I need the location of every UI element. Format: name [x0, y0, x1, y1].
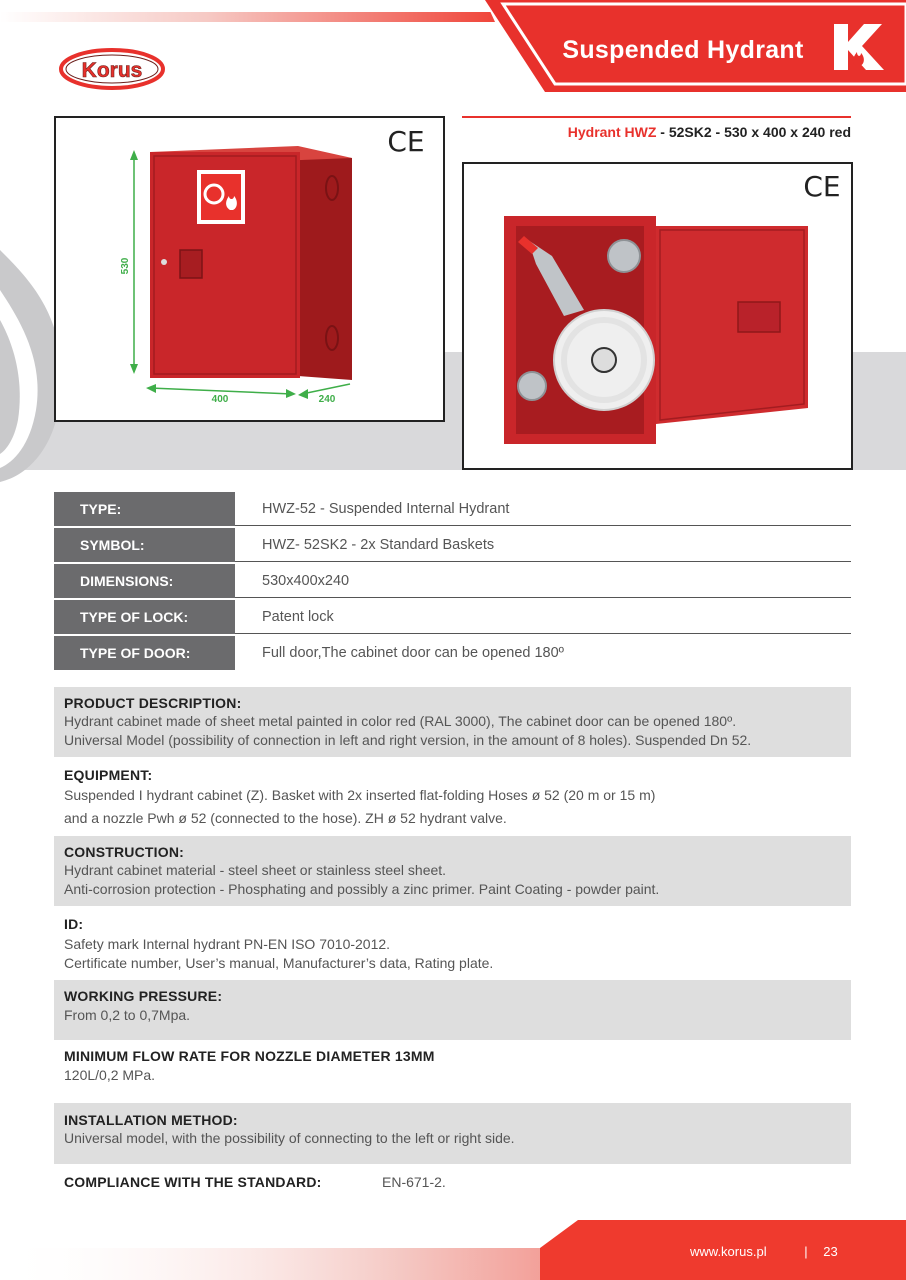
korus-logo	[58, 46, 166, 92]
spec-value: Patent lock	[262, 609, 334, 625]
section-minimum-flow-rate	[54, 1045, 851, 1097]
width-dimension-label: 400	[211, 394, 229, 405]
section-line: Safety mark Internal hydrant PN-EN ISO 7010-2012.	[64, 936, 391, 952]
product-heading-rule	[462, 116, 851, 118]
spec-row-symbol	[54, 528, 851, 562]
spec-label: SYMBOL:	[54, 528, 235, 562]
spec-label: TYPE:	[54, 492, 235, 526]
section-line: Suspended I hydrant cabinet (Z). Basket with 2x inserted flat-folding Hoses ø 52 (20 m or 15 m)	[64, 787, 656, 803]
section-line: Anti-corrosion protection - Phosphating and possibly a zinc primer. Paint Coating - powder paint.	[64, 881, 660, 897]
website-link[interactable]: www.korus.pl	[690, 1244, 767, 1259]
spec-row-door	[54, 636, 851, 670]
section-line: Certificate number, User’s manual, Manufacturer’s data, Rating plate.	[64, 955, 494, 971]
compliance-value: EN-671-2.	[382, 1174, 446, 1190]
ce-mark-icon: CE	[803, 170, 841, 203]
section-id	[54, 910, 851, 978]
spec-divider	[235, 597, 851, 598]
spec-label: TYPE OF DOOR:	[54, 636, 235, 670]
section-title: INSTALLATION METHOD:	[64, 1112, 238, 1128]
spec-divider	[235, 633, 851, 634]
section-equipment	[54, 764, 851, 834]
section-title: PRODUCT DESCRIPTION:	[64, 695, 242, 711]
section-line: Hydrant cabinet made of sheet metal painted in color red (RAL 3000), The cabinet door can be opened 180º.	[64, 713, 737, 729]
section-line: and a nozzle Pwh ø 52 (connected to the hose). ZH ø 52 hydrant valve.	[64, 810, 507, 826]
section-line: Universal model, with the possibility of connecting to the left or right side.	[64, 1130, 515, 1146]
spec-value: HWZ- 52SK2 - 2x Standard Baskets	[262, 537, 495, 553]
spec-divider	[235, 561, 851, 562]
k-logo-icon	[832, 22, 888, 72]
section-title: MINIMUM FLOW RATE FOR NOZZLE DIAMETER 13MM	[64, 1048, 435, 1064]
spec-row-lock	[54, 600, 851, 634]
spec-label: TYPE OF LOCK:	[54, 600, 235, 634]
ce-mark-icon: CE	[387, 125, 425, 158]
page-title: Suspended Hydrant	[562, 36, 804, 64]
section-title: EQUIPMENT:	[64, 767, 153, 783]
product-name-highlight: Hydrant HWZ	[567, 124, 657, 140]
section-working-pressure	[54, 980, 851, 1040]
section-line: Universal Model (possibility of connection in left and right version, in the amount of 8 holes). Suspended Dn 52.	[64, 732, 752, 748]
section-title: ID:	[64, 916, 84, 932]
section-line: 120L/0,2 MPa.	[64, 1067, 156, 1083]
product-heading	[462, 124, 851, 140]
footer-text	[690, 1244, 838, 1259]
height-dimension-label: 530	[120, 257, 131, 275]
spec-row-dimensions	[54, 564, 851, 598]
section-product-description	[54, 687, 851, 757]
section-line: Hydrant cabinet material - steel sheet or stainless steel sheet.	[64, 862, 447, 878]
page-number: 23	[823, 1244, 838, 1259]
spec-value: Full door,The cabinet door can be opened 180º	[262, 645, 564, 661]
spec-value: 530x400x240	[262, 573, 350, 589]
open-cabinet-image	[462, 162, 853, 470]
section-title: WORKING PRESSURE:	[64, 988, 223, 1004]
header-stripe	[0, 12, 520, 22]
spec-value: HWZ-52 - Suspended Internal Hydrant	[262, 501, 510, 517]
section-compliance	[54, 1172, 851, 1194]
spec-label: DIMENSIONS:	[54, 564, 235, 598]
section-installation-method	[54, 1103, 851, 1164]
spec-row-type	[54, 492, 851, 526]
spec-divider	[235, 525, 851, 526]
compliance-label: COMPLIANCE WITH THE STANDARD:	[64, 1174, 322, 1190]
section-construction	[54, 836, 851, 906]
svg-text:Korus: Korus	[81, 59, 143, 82]
section-line: From 0,2 to 0,7Mpa.	[64, 1007, 191, 1023]
product-name-rest: - 52SK2 - 530 x 400 x 240 red	[656, 124, 851, 140]
depth-dimension-label: 240	[318, 394, 336, 405]
section-title: CONSTRUCTION:	[64, 844, 185, 860]
footer-separator: |	[804, 1244, 808, 1259]
closed-cabinet-image	[54, 116, 445, 422]
